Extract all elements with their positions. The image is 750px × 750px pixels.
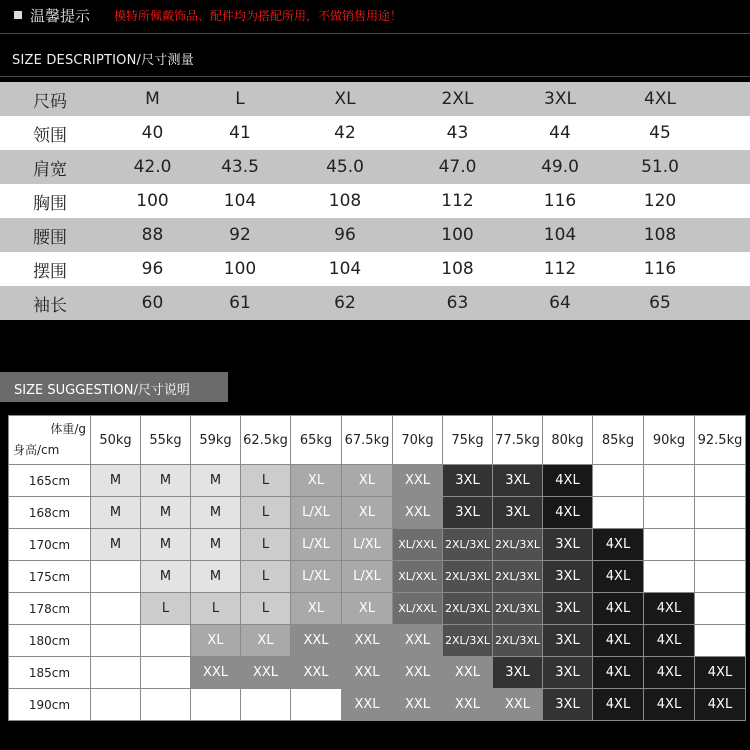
- suggest-row: [9, 465, 746, 497]
- measure-cell: 47.0: [405, 150, 510, 184]
- size-cell: 3XL: [493, 657, 543, 689]
- size-cell: 4XL: [644, 657, 695, 689]
- size-cell: [695, 625, 746, 657]
- size-cell: M: [91, 529, 141, 561]
- size-cell: 4XL: [593, 625, 644, 657]
- size-cell: [695, 529, 746, 561]
- table-corner-cell: [9, 416, 91, 465]
- size-cell: [141, 689, 191, 721]
- size-cell: [644, 529, 695, 561]
- suggest-header-row: [9, 416, 746, 465]
- measure-cell: 3XL: [510, 82, 610, 116]
- size-cell: [91, 625, 141, 657]
- measure-row-label: 肩宽: [0, 150, 110, 184]
- section-gap: [0, 322, 750, 358]
- size-cell: 4XL: [543, 465, 593, 497]
- size-cell: 2XL/3XL: [493, 593, 543, 625]
- size-cell: 4XL: [593, 593, 644, 625]
- size-cell: 2XL/3XL: [443, 529, 493, 561]
- weight-header-cell: 70kg: [393, 416, 443, 465]
- height-label-cell: 175cm: [9, 561, 91, 593]
- size-cell: XXL: [241, 657, 291, 689]
- size-cell: L/XL: [291, 561, 342, 593]
- measure-row: [0, 116, 750, 150]
- size-cell: 2XL/3XL: [493, 561, 543, 593]
- weight-header-cell: 67.5kg: [342, 416, 393, 465]
- weight-header-cell: 50kg: [91, 416, 141, 465]
- size-cell: L: [241, 561, 291, 593]
- size-cell: 2XL/3XL: [493, 625, 543, 657]
- height-label-cell: 185cm: [9, 657, 91, 689]
- weight-axis-label: 体重/g: [50, 422, 86, 436]
- size-cell: M: [91, 465, 141, 497]
- weight-header-cell: 90kg: [644, 416, 695, 465]
- size-cell: [695, 593, 746, 625]
- size-cell: [593, 465, 644, 497]
- size-cell: L/XL: [291, 497, 342, 529]
- measure-cell: 100: [405, 218, 510, 252]
- size-cell: [695, 465, 746, 497]
- weight-header-cell: 65kg: [291, 416, 342, 465]
- weight-header-cell: 59kg: [191, 416, 241, 465]
- size-cell: XXL: [393, 657, 443, 689]
- size-cell: XXL: [393, 689, 443, 721]
- size-cell: [141, 657, 191, 689]
- measure-cell: 61: [195, 286, 285, 320]
- notice-text: 模特所佩戴饰品、配件均为搭配所用，不做销售用途！: [114, 9, 403, 23]
- weight-header-cell: 62.5kg: [241, 416, 291, 465]
- weight-header-cell: 85kg: [593, 416, 644, 465]
- weight-header-cell: 55kg: [141, 416, 191, 465]
- size-cell: 4XL: [593, 657, 644, 689]
- size-cell: XL: [291, 593, 342, 625]
- suggest-section-title: SIZE SUGGESTION/尺寸说明: [14, 383, 190, 398]
- size-cell: 4XL: [644, 593, 695, 625]
- size-cell: XXL: [393, 497, 443, 529]
- measure-filler-cell: [710, 82, 750, 116]
- size-cell: XL: [191, 625, 241, 657]
- suggest-section-header: [0, 372, 228, 402]
- measure-cell: L: [195, 82, 285, 116]
- size-cell: M: [141, 529, 191, 561]
- measure-cell: 44: [510, 116, 610, 150]
- measure-cell: 49.0: [510, 150, 610, 184]
- measure-row: [0, 184, 750, 218]
- measure-row-label: 领围: [0, 116, 110, 150]
- measure-cell: 65: [610, 286, 710, 320]
- measure-filler-cell: [710, 218, 750, 252]
- measure-row-label: 尺码: [0, 82, 110, 116]
- size-cell: [241, 689, 291, 721]
- measure-cell: 63: [405, 286, 510, 320]
- height-label-cell: 180cm: [9, 625, 91, 657]
- weight-header-cell: 92.5kg: [695, 416, 746, 465]
- measure-row: [0, 286, 750, 320]
- measure-cell: 116: [610, 252, 710, 286]
- size-cell: XL: [241, 625, 291, 657]
- size-cell: [644, 465, 695, 497]
- measure-cell: 43: [405, 116, 510, 150]
- size-cell: 3XL: [543, 593, 593, 625]
- size-cell: XXL: [493, 689, 543, 721]
- size-cell: M: [141, 497, 191, 529]
- size-cell: 2XL/3XL: [443, 561, 493, 593]
- measure-cell: 104: [510, 218, 610, 252]
- measure-row-label: 胸围: [0, 184, 110, 218]
- size-cell: M: [191, 561, 241, 593]
- size-cell: XL: [342, 593, 393, 625]
- size-cell: M: [141, 465, 191, 497]
- size-cell: XL/XXL: [393, 561, 443, 593]
- size-cell: [91, 689, 141, 721]
- size-cell: 2XL/3XL: [443, 593, 493, 625]
- measure-section-title: SIZE DESCRIPTION/尺寸测量: [12, 53, 194, 68]
- size-cell: 3XL: [543, 529, 593, 561]
- size-cell: [695, 497, 746, 529]
- size-cell: M: [191, 465, 241, 497]
- size-cell: M: [141, 561, 191, 593]
- measure-cell: 45: [610, 116, 710, 150]
- divider: [0, 33, 750, 34]
- measure-row-label: 摆围: [0, 252, 110, 286]
- measure-row: [0, 218, 750, 252]
- size-cell: L: [241, 465, 291, 497]
- size-suggestion-table: [8, 415, 746, 721]
- weight-header-cell: 77.5kg: [493, 416, 543, 465]
- size-cell: XXL: [291, 657, 342, 689]
- size-cell: XXL: [191, 657, 241, 689]
- weight-header-cell: 80kg: [543, 416, 593, 465]
- measure-cell: 88: [110, 218, 195, 252]
- size-cell: [91, 657, 141, 689]
- size-cell: L: [241, 497, 291, 529]
- measure-cell: 96: [285, 218, 405, 252]
- size-cell: 3XL: [443, 497, 493, 529]
- measure-cell: 116: [510, 184, 610, 218]
- measure-cell: 40: [110, 116, 195, 150]
- suggest-row: [9, 657, 746, 689]
- size-cell: [141, 625, 191, 657]
- measure-cell: XL: [285, 82, 405, 116]
- size-cell: [593, 497, 644, 529]
- size-cell: XXL: [342, 625, 393, 657]
- size-cell: [291, 689, 342, 721]
- measure-cell: 100: [110, 184, 195, 218]
- size-cell: 3XL: [493, 497, 543, 529]
- measure-filler-cell: [710, 116, 750, 150]
- weight-header-cell: 75kg: [443, 416, 493, 465]
- height-label-cell: 170cm: [9, 529, 91, 561]
- size-cell: XXL: [342, 657, 393, 689]
- size-cell: M: [191, 529, 241, 561]
- suggest-row: [9, 593, 746, 625]
- size-cell: L/XL: [291, 529, 342, 561]
- size-cell: M: [91, 497, 141, 529]
- size-cell: 3XL: [543, 561, 593, 593]
- size-cell: 4XL: [695, 689, 746, 721]
- measure-row: [0, 252, 750, 286]
- size-cell: XXL: [393, 465, 443, 497]
- square-bullet-icon: [14, 11, 22, 19]
- size-cell: [91, 593, 141, 625]
- measure-cell: 42.0: [110, 150, 195, 184]
- size-cell: 3XL: [493, 465, 543, 497]
- size-cell: 4XL: [695, 657, 746, 689]
- suggest-row: [9, 497, 746, 529]
- height-label-cell: 168cm: [9, 497, 91, 529]
- notice-title: 温馨提示: [30, 7, 91, 25]
- size-cell: L: [241, 593, 291, 625]
- size-cell: 4XL: [644, 625, 695, 657]
- size-cell: 3XL: [443, 465, 493, 497]
- suggest-row: [9, 561, 746, 593]
- size-cell: XXL: [342, 689, 393, 721]
- measure-cell: 108: [610, 218, 710, 252]
- measure-cell: 112: [405, 184, 510, 218]
- measure-cell: 108: [285, 184, 405, 218]
- size-cell: L: [191, 593, 241, 625]
- height-axis-label: 身高/cm: [13, 443, 60, 457]
- measure-cell: 64: [510, 286, 610, 320]
- measure-cell: 41: [195, 116, 285, 150]
- measure-cell: 2XL: [405, 82, 510, 116]
- measure-row-label: 腰围: [0, 218, 110, 252]
- size-cell: XL: [342, 497, 393, 529]
- size-measure-table: [0, 82, 750, 320]
- size-cell: 2XL/3XL: [493, 529, 543, 561]
- measure-cell: 4XL: [610, 82, 710, 116]
- size-cell: L/XL: [342, 529, 393, 561]
- measure-cell: 112: [510, 252, 610, 286]
- size-cell: XL/XXL: [393, 593, 443, 625]
- size-cell: [644, 561, 695, 593]
- measure-cell: 120: [610, 184, 710, 218]
- size-cell: L/XL: [342, 561, 393, 593]
- measure-cell: 45.0: [285, 150, 405, 184]
- measure-cell: 42: [285, 116, 405, 150]
- height-label-cell: 178cm: [9, 593, 91, 625]
- measure-cell: 100: [195, 252, 285, 286]
- measure-filler-cell: [710, 184, 750, 218]
- measure-cell: 51.0: [610, 150, 710, 184]
- size-cell: [191, 689, 241, 721]
- measure-cell: M: [110, 82, 195, 116]
- size-cell: XXL: [291, 625, 342, 657]
- notice-bar: [0, 0, 750, 32]
- measure-filler-cell: [710, 150, 750, 184]
- measure-cell: 92: [195, 218, 285, 252]
- size-cell: M: [191, 497, 241, 529]
- size-cell: 3XL: [543, 657, 593, 689]
- size-cell: L: [241, 529, 291, 561]
- suggest-row: [9, 689, 746, 721]
- size-cell: 4XL: [644, 689, 695, 721]
- size-cell: XL: [291, 465, 342, 497]
- size-cell: 4XL: [593, 689, 644, 721]
- size-cell: 4XL: [593, 561, 644, 593]
- measure-filler-cell: [710, 252, 750, 286]
- size-cell: 3XL: [543, 689, 593, 721]
- size-cell: XXL: [393, 625, 443, 657]
- size-cell: 2XL/3XL: [443, 625, 493, 657]
- size-cell: XXL: [443, 657, 493, 689]
- divider: [0, 76, 750, 77]
- measure-header-row: [0, 82, 750, 116]
- measure-cell: 96: [110, 252, 195, 286]
- height-label-cell: 190cm: [9, 689, 91, 721]
- measure-cell: 62: [285, 286, 405, 320]
- size-cell: 4XL: [543, 497, 593, 529]
- measure-cell: 104: [195, 184, 285, 218]
- measure-row: [0, 150, 750, 184]
- size-cell: [695, 561, 746, 593]
- size-cell: XL: [342, 465, 393, 497]
- size-cell: XXL: [443, 689, 493, 721]
- size-cell: [644, 497, 695, 529]
- height-label-cell: 165cm: [9, 465, 91, 497]
- size-cell: 4XL: [593, 529, 644, 561]
- measure-cell: 108: [405, 252, 510, 286]
- measure-cell: 104: [285, 252, 405, 286]
- size-cell: L: [141, 593, 191, 625]
- measure-cell: 43.5: [195, 150, 285, 184]
- size-cell: 3XL: [543, 625, 593, 657]
- size-cell: XL/XXL: [393, 529, 443, 561]
- suggest-row: [9, 625, 746, 657]
- measure-filler-cell: [710, 286, 750, 320]
- suggest-row: [9, 529, 746, 561]
- measure-row-label: 袖长: [0, 286, 110, 320]
- measure-cell: 60: [110, 286, 195, 320]
- size-cell: [91, 561, 141, 593]
